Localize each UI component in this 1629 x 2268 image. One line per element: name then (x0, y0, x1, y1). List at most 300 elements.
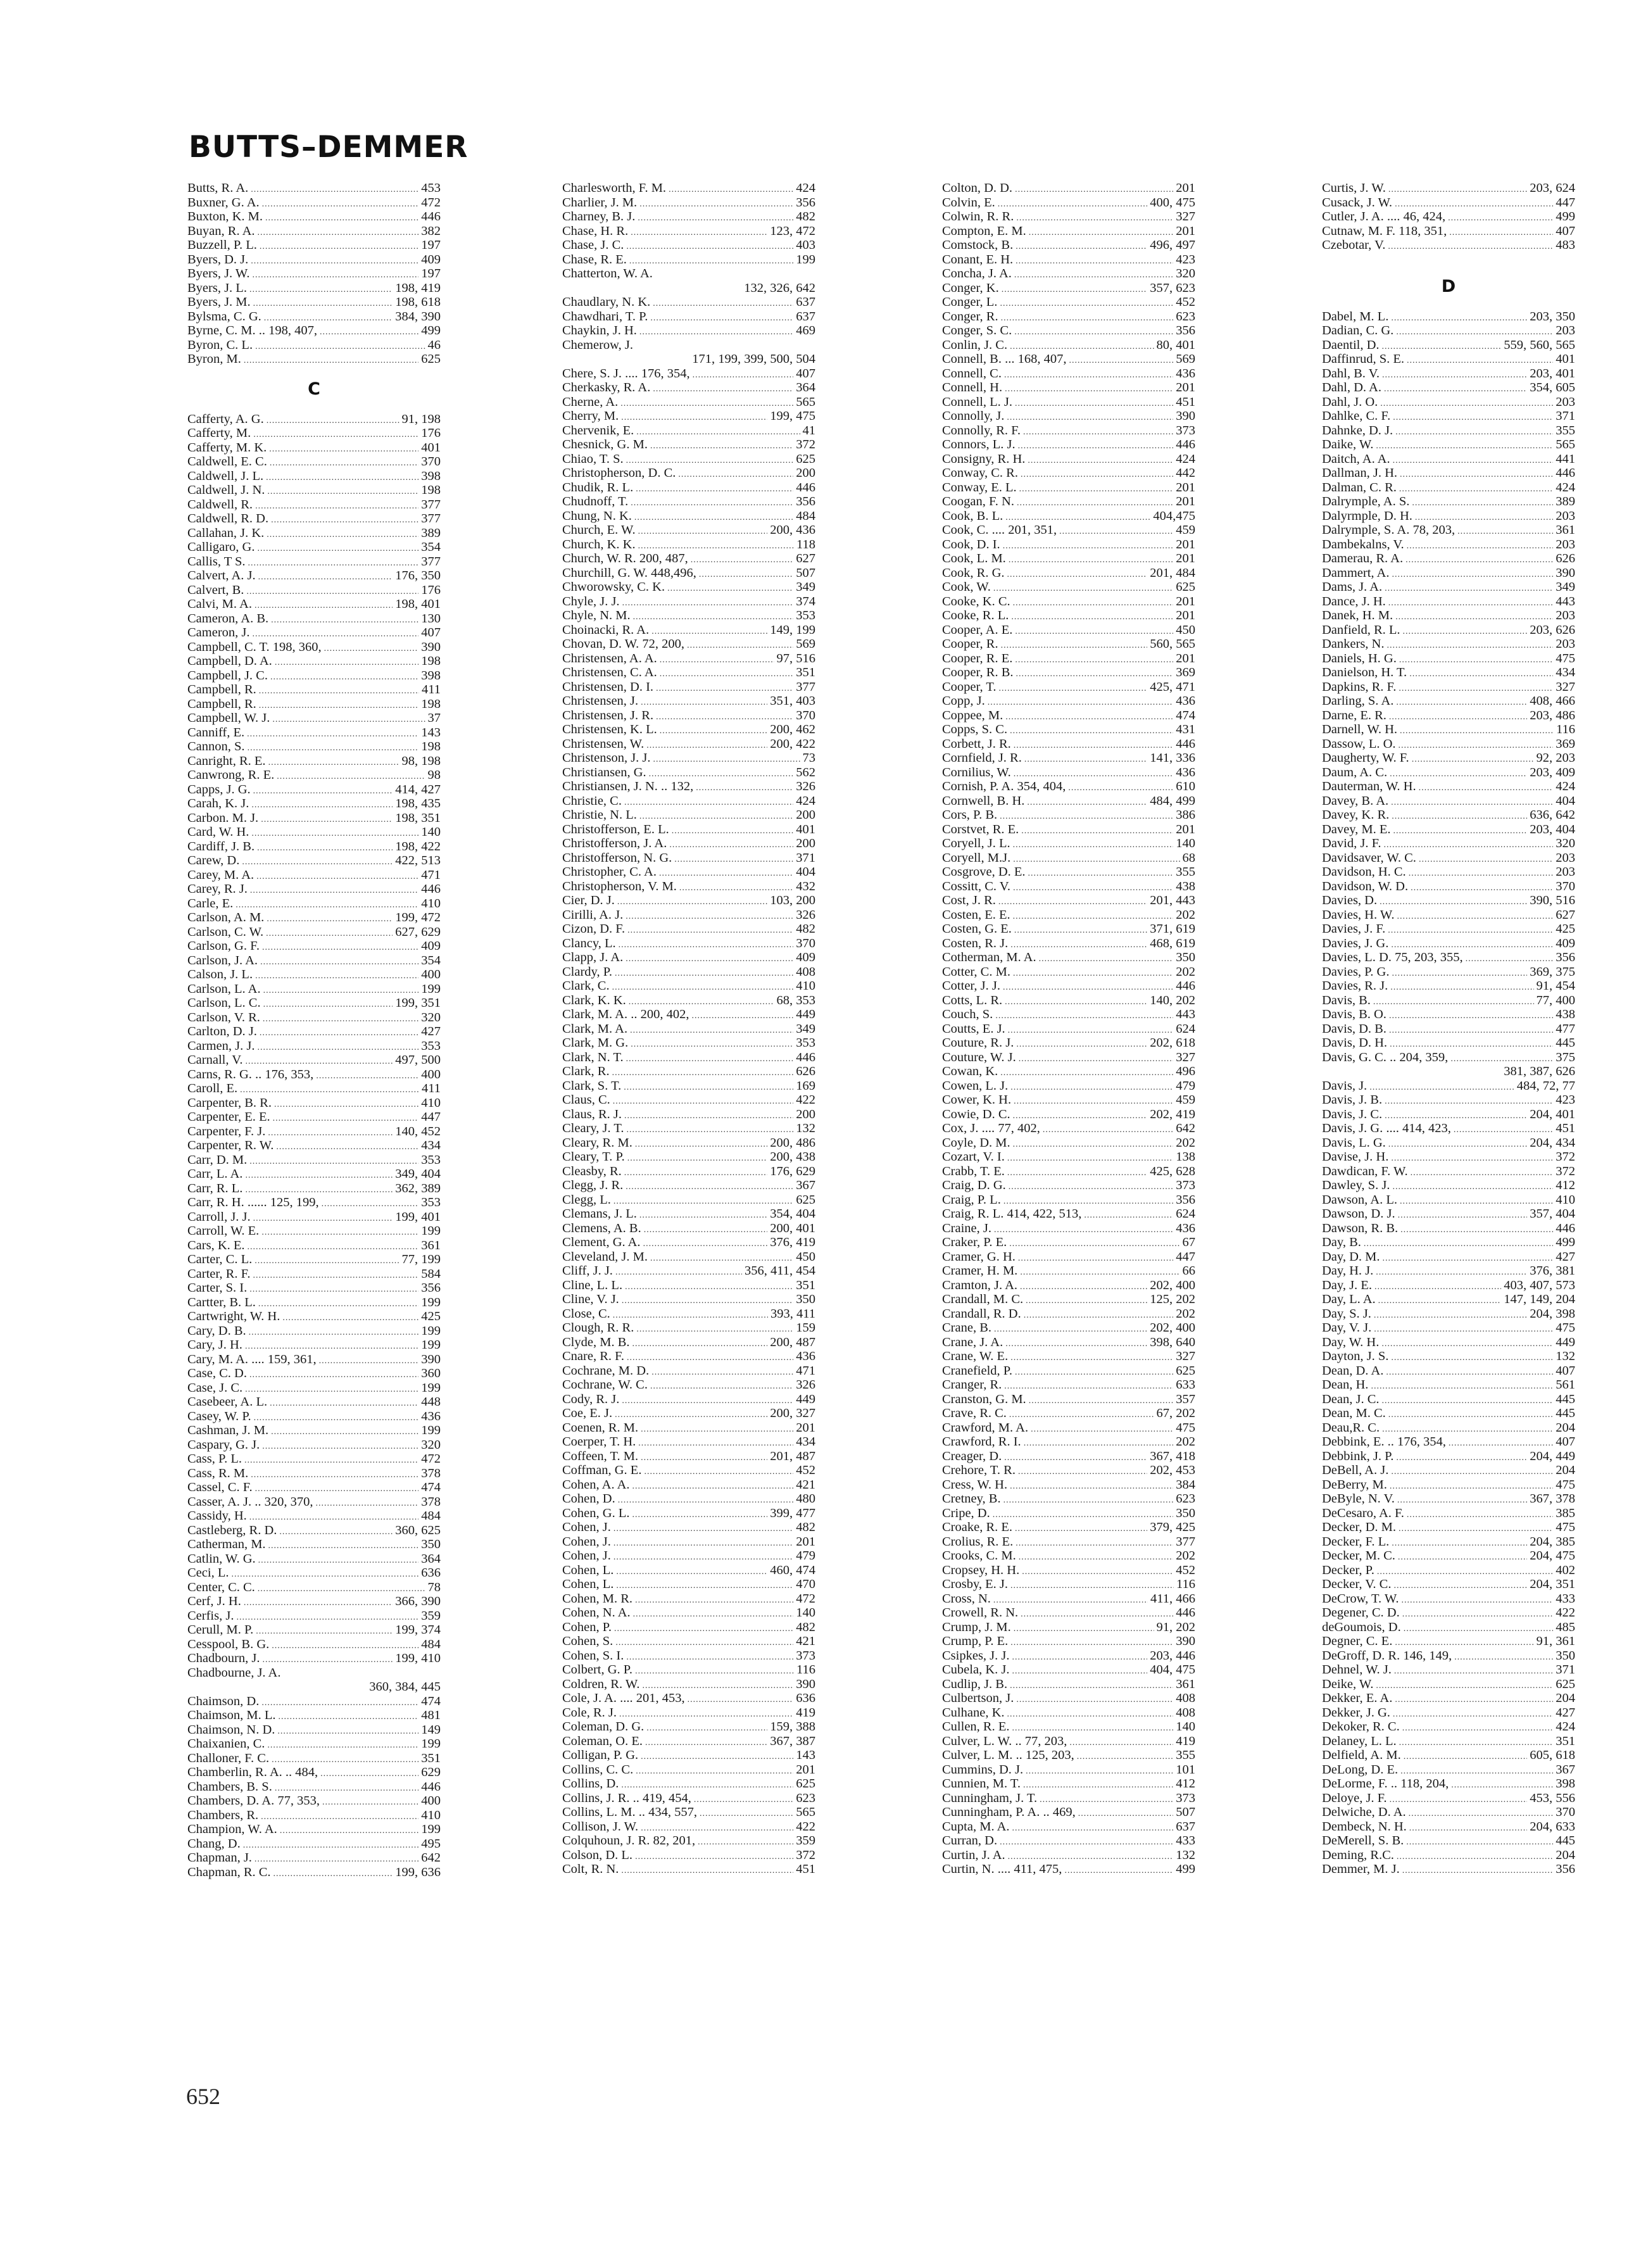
index-entry (562, 936, 815, 951)
dot-leader (644, 1465, 793, 1478)
entry-pages: 626 (796, 1064, 815, 1078)
index-entry (562, 1706, 815, 1720)
dot-leader (1005, 1337, 1147, 1350)
entry-name: Chang, D. (187, 1836, 241, 1851)
index-entry (187, 1195, 441, 1210)
entry-pages: 204 (1556, 1848, 1575, 1862)
entry-pages: 479 (1176, 1078, 1195, 1093)
index-entry (942, 551, 1195, 566)
entry-pages: 320 (421, 1437, 441, 1452)
index-entry (1322, 1364, 1575, 1378)
index-entry (187, 1210, 441, 1225)
entry-name: Cafferty, A. G. (187, 412, 264, 426)
entry-name: Carter, C. L. (187, 1252, 253, 1266)
entry-name: Craine, J. (942, 1221, 991, 1235)
dot-leader (636, 482, 793, 495)
dot-leader (246, 1055, 393, 1068)
index-entry (942, 737, 1195, 752)
index-entry (187, 1309, 441, 1324)
index-entry (562, 1364, 815, 1378)
dot-leader (1024, 1437, 1174, 1449)
entry-pages: 469 (796, 324, 815, 337)
dot-leader (1084, 1209, 1173, 1221)
dot-leader (621, 411, 767, 424)
entry-name: Crane, B. (942, 1321, 991, 1335)
entry-name: Cornish, P. A. 354, 404, (942, 779, 1066, 793)
dot-leader (636, 425, 800, 438)
entry-name: Christensen, D. I. (562, 679, 654, 694)
index-entry (562, 922, 815, 936)
entry-pages: 132 (796, 1121, 815, 1135)
dot-leader (639, 325, 793, 338)
index-entry (187, 939, 441, 954)
dot-leader (244, 1454, 418, 1466)
index-entry (1322, 1563, 1575, 1578)
entry-pages: 404 (1556, 793, 1575, 808)
dot-leader (638, 525, 768, 538)
entry-pages: 402 (1556, 1563, 1575, 1577)
dot-leader (1013, 838, 1174, 851)
dot-leader (1376, 439, 1553, 452)
entry-name: Carlson, C. W. (187, 924, 264, 939)
entry-pages: 203 (1556, 324, 1575, 337)
entry-pages: 199, 475 (770, 409, 815, 423)
index-entry (187, 352, 441, 367)
entry-pages: 132 (1176, 1848, 1195, 1862)
index-entry (562, 1848, 815, 1863)
index-entry (942, 1007, 1195, 1022)
entry-pages: 404 (796, 865, 815, 879)
entry-pages: 198 (421, 696, 441, 711)
entry-name: Crandall, M. C. (942, 1292, 1024, 1306)
entry-pages: 201 (1176, 651, 1195, 665)
entry-pages: 140, 202 (1150, 993, 1195, 1007)
entry-pages: 390, 516 (1530, 893, 1575, 907)
dot-leader (1059, 525, 1173, 538)
entry-name: Clark, K. K. (562, 993, 626, 1007)
entry-name: Coutts, E. J. (942, 1021, 1005, 1036)
entry-pages: 379, 425 (1150, 1520, 1195, 1534)
entry-pages: 353 (796, 608, 815, 622)
index-entry (187, 1352, 441, 1367)
dot-leader (1382, 1423, 1553, 1435)
dot-leader (1393, 824, 1528, 837)
entry-pages: 202 (1176, 1135, 1195, 1150)
index-entry (1322, 1235, 1575, 1250)
entry-pages: 410 (421, 1808, 441, 1822)
entry-name: Cress, W. H. (942, 1477, 1008, 1492)
dot-leader (1397, 910, 1553, 923)
entry-pages: 472 (421, 195, 441, 210)
index-entry (942, 324, 1195, 338)
dot-leader (616, 1565, 767, 1578)
entry-pages: 204 (1556, 1691, 1575, 1705)
entry-pages: 412 (1556, 1178, 1575, 1192)
entry-pages: 355 (1176, 1748, 1195, 1762)
entry-name: Chiao, T. S. (562, 451, 624, 466)
dot-leader (1003, 1494, 1174, 1506)
entry-pages: 474 (421, 1694, 441, 1708)
dot-leader (614, 1622, 793, 1635)
dot-leader (639, 1209, 767, 1221)
index-entry (942, 993, 1195, 1008)
entry-name: DeGroff, D. R. 146, 149, (1322, 1648, 1452, 1663)
index-entry (942, 1706, 1195, 1720)
entry-pages: 404, 475 (1150, 1663, 1195, 1677)
index-entry (1322, 481, 1575, 495)
entry-name: Connell, B. ... 168, 407, (942, 352, 1067, 366)
entry-pages: 398, 640 (1150, 1335, 1195, 1349)
entry-name: Chesnick, G. M. (562, 438, 648, 451)
index-entry (562, 794, 815, 809)
entry-pages: 484 (796, 508, 815, 523)
index-entry (942, 1221, 1195, 1236)
dot-leader (678, 468, 793, 481)
dot-leader (249, 1283, 418, 1295)
entry-name: Cross, N. (942, 1591, 991, 1606)
index-entry (187, 569, 441, 583)
entry-pages: 320 (421, 1010, 441, 1024)
entry-pages: 427 (1556, 1249, 1575, 1264)
dot-leader (1399, 1522, 1553, 1535)
index-entry (1322, 1805, 1575, 1820)
index-entry (187, 1737, 441, 1751)
entry-pages: 373 (1176, 1791, 1195, 1805)
dot-leader (1400, 1223, 1553, 1236)
index-entry (187, 1566, 441, 1580)
entry-name: Cleveland, J. M. (562, 1249, 648, 1264)
entry-pages: 203, 624 (1530, 181, 1575, 195)
entry-pages: 204, 475 (1530, 1549, 1575, 1563)
entry-pages: 37 (427, 711, 441, 725)
index-entry (1322, 1178, 1575, 1193)
entry-name: Dalman, C. R. (1322, 480, 1397, 495)
dot-leader (279, 1710, 419, 1723)
entry-name: Costen, E. E. (942, 907, 1010, 922)
dot-leader (245, 1383, 418, 1395)
index-entry (1322, 637, 1575, 652)
entry-pages: 419 (1176, 1734, 1195, 1748)
entry-pages: 625 (421, 352, 441, 366)
index-entry (942, 794, 1195, 809)
entry-name: Carlson, J. A. (187, 953, 258, 967)
index-entry (1322, 1435, 1575, 1449)
dot-leader (1391, 938, 1553, 951)
index-entry (562, 1677, 815, 1692)
dot-leader (631, 496, 793, 509)
dot-leader (1000, 1836, 1173, 1848)
entry-name: Cooke, R. L. (942, 608, 1009, 622)
entry-pages: 375 (1556, 1050, 1575, 1064)
entry-name: Coerper, T. H. (562, 1435, 636, 1449)
entry-name: Cartwright, W. H. (187, 1309, 280, 1323)
dot-leader (253, 297, 393, 310)
dot-leader (631, 226, 767, 239)
dot-leader (1026, 1294, 1147, 1307)
index-entry (1322, 1535, 1575, 1549)
dot-leader (262, 1653, 393, 1666)
index-entry (942, 1862, 1195, 1877)
dot-leader (618, 1494, 794, 1506)
entry-pages: 350 (421, 1537, 441, 1551)
dot-leader (641, 1750, 793, 1763)
entry-pages: 201, 487 (770, 1449, 815, 1463)
entry-name: Davies, J. F. (1322, 922, 1386, 936)
entry-pages: 361 (1176, 1677, 1195, 1691)
index-entry (942, 1691, 1195, 1706)
entry-pages: 149, 199 (770, 622, 815, 637)
entry-pages: 642 (1176, 1121, 1195, 1135)
entry-name: Culver, L. M. .. 125, 203, (942, 1748, 1074, 1762)
entry-name: Cornilius, W. (942, 765, 1011, 779)
entry-pages: 199 (421, 1338, 441, 1352)
entry-pages: 199 (421, 1295, 441, 1309)
entry-pages: 351 (1556, 1734, 1575, 1748)
index-entry (562, 1663, 815, 1677)
dot-leader (621, 1779, 793, 1791)
entry-name: Carpenter, F. J. (187, 1124, 266, 1138)
entry-name: Dahl, D. A. (1322, 381, 1381, 394)
entry-pages: 176, 629 (770, 1164, 815, 1178)
dot-leader (1023, 1779, 1173, 1791)
index-entry (1322, 1321, 1575, 1335)
index-entry (187, 498, 441, 512)
entry-name: Caldwell, R. (187, 497, 253, 512)
entry-name: Cohen, G. L. (562, 1506, 630, 1520)
entry-pages: 507 (1176, 1805, 1195, 1819)
dot-leader (1393, 454, 1554, 467)
dot-leader (255, 1254, 399, 1267)
entry-name: Day, W. H. (1322, 1335, 1380, 1349)
index-entry (187, 1110, 441, 1125)
index-entry (187, 1281, 441, 1295)
dot-leader (1391, 312, 1527, 324)
entry-pages: 441 (1556, 451, 1575, 466)
dot-leader (1012, 1822, 1174, 1834)
dot-leader (249, 1368, 418, 1381)
entry-pages: 401 (1556, 352, 1575, 366)
dot-leader (615, 1636, 793, 1649)
entry-name: Claus, R. J. (562, 1107, 622, 1121)
entry-pages: 624 (1176, 1207, 1195, 1221)
index-entry (942, 1164, 1195, 1179)
entry-name: Dankers, N. (1322, 637, 1385, 651)
dot-leader (1007, 1152, 1173, 1164)
dot-leader (656, 710, 793, 723)
index-entry (187, 910, 441, 925)
dot-leader (1374, 1280, 1501, 1293)
index-entry (187, 253, 441, 267)
entry-pages: 423 (1176, 252, 1195, 267)
index-entry (1322, 1834, 1575, 1848)
entry-pages: 200, 462 (770, 722, 815, 736)
index-entry (942, 409, 1195, 424)
index-entry (1322, 1378, 1575, 1392)
entry-name: Cutler, J. A. .... 46, 424, (1322, 210, 1446, 224)
entry-name: Dayton, J. S. (1322, 1349, 1389, 1363)
entry-name: Cotts, L. R. (942, 993, 1003, 1007)
index-entry (562, 452, 815, 467)
entry-pages: 565 (1556, 438, 1575, 451)
index-entry (942, 694, 1195, 709)
entry-pages: 349 (1556, 580, 1575, 594)
index-entry (942, 779, 1195, 794)
index-entry (562, 466, 815, 481)
index-entry (1322, 1691, 1575, 1706)
dot-leader (260, 1026, 418, 1039)
entry-name: Cooper, T. (942, 679, 997, 694)
entry-pages: 149 (421, 1722, 441, 1737)
entry-pages: 495 (421, 1836, 441, 1851)
dot-leader (255, 1853, 418, 1865)
index-entry (562, 1321, 815, 1335)
dot-leader (1373, 995, 1534, 1008)
dot-leader (258, 1297, 418, 1310)
index-entry (187, 1609, 441, 1623)
dot-leader (672, 824, 794, 837)
entry-name: Cripe, D. (942, 1506, 990, 1520)
dot-leader (698, 1836, 793, 1848)
dot-leader (261, 1696, 418, 1709)
entry-name: Choinacki, R. A. (562, 622, 650, 637)
entry-name: Darling, S. A. (1322, 694, 1394, 708)
entry-pages: 143 (421, 725, 441, 740)
entry-name: Christie, N. L. (562, 808, 637, 822)
entry-pages: 203 (1556, 508, 1575, 523)
entry-pages: 434 (421, 1138, 441, 1152)
index-entry (187, 1765, 441, 1780)
entry-pages: 201 (1176, 822, 1195, 836)
index-column-1 (187, 181, 441, 1879)
entry-name: Cotter, J. J. (942, 979, 1000, 993)
entry-pages: 91, 198 (401, 412, 441, 426)
index-entry (942, 1250, 1195, 1264)
dot-leader (322, 1197, 419, 1210)
entry-name: Cochrane, M. D. (562, 1363, 650, 1378)
dot-leader (1381, 1337, 1553, 1350)
index-entry (562, 310, 815, 324)
index-entry (187, 1395, 441, 1409)
entry-pages: 353 (421, 1038, 441, 1053)
entry-pages: 393, 411 (770, 1306, 815, 1321)
index-entry (942, 310, 1195, 324)
entry-pages: 199 (421, 1224, 441, 1238)
dot-leader (626, 454, 794, 467)
entry-pages: 449 (1556, 1335, 1575, 1349)
index-entry (1322, 1777, 1575, 1791)
entry-pages: 171, 199, 399, 500, 504 (692, 352, 815, 366)
entry-name: Christofferson, N. G. (562, 850, 672, 865)
dot-leader (1406, 1836, 1553, 1848)
dot-leader (1388, 1138, 1527, 1150)
entry-name: Cropsey, H. H. (942, 1563, 1020, 1577)
index-entry (562, 1378, 815, 1392)
entry-pages: 355 (1556, 423, 1575, 438)
index-entry (562, 722, 815, 737)
dot-leader (1404, 1622, 1554, 1635)
entry-pages: 359 (796, 1834, 815, 1848)
entry-pages: 354 (421, 953, 441, 967)
index-entry (562, 196, 815, 210)
index-entry (562, 1079, 815, 1093)
entry-pages: 355 (1176, 865, 1195, 879)
entry-name: Campbell, J. C. (187, 668, 268, 683)
index-entry (942, 395, 1195, 410)
dot-leader (612, 981, 794, 993)
dot-leader (617, 895, 767, 908)
index-entry (1322, 737, 1575, 752)
dot-leader (1014, 1622, 1154, 1635)
dot-leader (1014, 767, 1173, 780)
entry-pages: 80, 401 (1156, 337, 1195, 352)
entry-name: Coleman, D. G. (562, 1720, 645, 1734)
entry-pages: 446 (1176, 1606, 1195, 1620)
index-entry (942, 808, 1195, 822)
entry-name: Davies, P. G. (1322, 964, 1390, 979)
entry-pages: 480 (796, 1492, 815, 1506)
dot-leader (669, 183, 793, 196)
entry-name: Chworowsky, C. K. (562, 580, 665, 594)
entry-pages: 201 (1176, 537, 1195, 551)
entry-pages: 479 (796, 1549, 815, 1563)
entry-pages: 496 (1176, 1064, 1195, 1078)
entry-name: Costen, G. E. (942, 922, 1012, 936)
dot-leader (244, 1596, 393, 1609)
entry-pages: 452 (796, 1463, 815, 1477)
index-entry (942, 1520, 1195, 1535)
dot-leader (272, 713, 425, 726)
dot-leader (255, 1482, 419, 1495)
entry-name: Caldwell, E. C. (187, 455, 267, 469)
index-entry (187, 840, 441, 854)
index-entry (562, 424, 815, 438)
entry-name: Clough, R. R. (562, 1321, 634, 1335)
index-entry (562, 665, 815, 680)
dot-leader (1014, 325, 1173, 338)
dot-leader (649, 767, 794, 780)
entry-name: Ceci, L. (187, 1566, 229, 1580)
entry-pages: 354, 605 (1530, 381, 1575, 394)
entry-pages: 369 (1176, 665, 1195, 679)
entry-name: Calson, J. L. (187, 967, 253, 981)
dot-leader (1374, 1323, 1553, 1335)
entry-pages: 407 (421, 626, 441, 639)
dot-leader (644, 1223, 768, 1236)
entry-pages: 372 (1556, 1150, 1575, 1164)
entry-name: Chawdhari, T. P. (562, 309, 648, 324)
dot-leader (1021, 468, 1173, 481)
index-entry (942, 950, 1195, 965)
entry-pages: 446 (1556, 1221, 1575, 1235)
dot-leader (624, 1109, 793, 1122)
entry-name: Champion, W. A. (187, 1822, 277, 1836)
index-entry (942, 709, 1195, 723)
dot-leader (259, 684, 419, 697)
entry-name: Davis, J. B. (1322, 1093, 1383, 1107)
entry-name: Curtin, N. .... 411, 475, (942, 1862, 1062, 1876)
entry-name: Chase, R. E. (562, 252, 627, 267)
entry-pages: 367 (1556, 1762, 1575, 1777)
index-entry (1322, 566, 1575, 581)
entry-name: Cunnien, M. T. (942, 1777, 1021, 1791)
entry-pages: 140 (796, 1606, 815, 1620)
entry-pages: 624 (1176, 1021, 1195, 1036)
entry-pages: 199, 472 (395, 910, 441, 924)
index-entry (187, 1267, 441, 1282)
index-entry (1322, 623, 1575, 638)
index-entry (562, 1292, 815, 1307)
dot-leader (1008, 1850, 1174, 1863)
